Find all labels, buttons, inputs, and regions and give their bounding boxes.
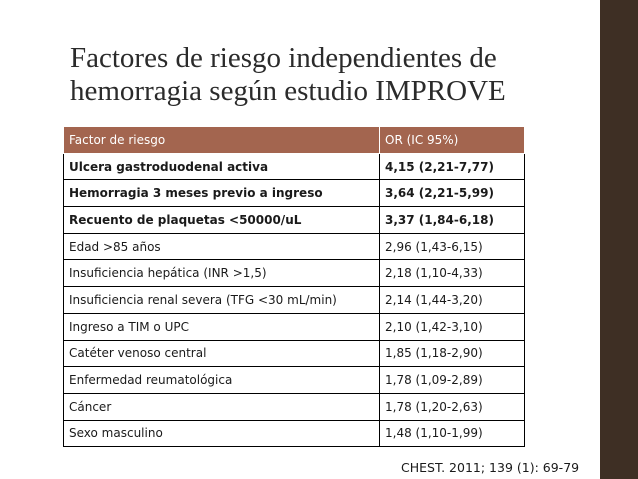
table-row [64, 367, 525, 394]
risk-factor-cell: Recuento de plaquetas <50000/uL [64, 207, 380, 234]
header-factor: Factor de riesgo [64, 127, 380, 154]
citation: CHEST. 2011; 139 (1): 69-79 [401, 460, 580, 475]
table-row [64, 287, 525, 314]
odds-ratio-cell: 1,78 (1,20-2,63) [380, 393, 525, 420]
table-row [64, 313, 525, 340]
table-row [64, 233, 525, 260]
table-row [64, 393, 525, 420]
odds-ratio-cell: 1,78 (1,09-2,89) [380, 367, 525, 394]
table-header-row [64, 127, 525, 154]
risk-factor-cell: Insuficiencia renal severa (TFG <30 mL/min) [64, 287, 380, 314]
odds-ratio-cell: 2,14 (1,44-3,20) [380, 287, 525, 314]
slide-side-bar [600, 0, 638, 479]
risk-factor-cell: Ulcera gastroduodenal activa [64, 153, 380, 180]
odds-ratio-cell: 3,37 (1,84-6,18) [380, 207, 525, 234]
title-line-2: hemorragia según estudio IMPROVE [70, 75, 506, 107]
risk-factor-cell: Hemorragia 3 meses previo a ingreso [64, 180, 380, 207]
odds-ratio-cell: 4,15 (2,21-7,77) [380, 153, 525, 180]
risk-factor-table [63, 126, 525, 447]
odds-ratio-cell: 2,18 (1,10-4,33) [380, 260, 525, 287]
risk-factor-cell: Enfermedad reumatológica [64, 367, 380, 394]
header-or: OR (IC 95%) [380, 127, 525, 154]
odds-ratio-cell: 2,96 (1,43-6,15) [380, 233, 525, 260]
risk-factor-cell: Catéter venoso central [64, 340, 380, 367]
table-row [64, 340, 525, 367]
table-row [64, 420, 525, 447]
risk-factor-cell: Ingreso a TIM o UPC [64, 313, 380, 340]
odds-ratio-cell: 3,64 (2,21-5,99) [380, 180, 525, 207]
risk-factor-cell: Cáncer [64, 393, 380, 420]
risk-factor-cell: Sexo masculino [64, 420, 380, 447]
odds-ratio-cell: 2,10 (1,42-3,10) [380, 313, 525, 340]
table-row [64, 207, 525, 234]
risk-factor-cell: Insuficiencia hepática (INR >1,5) [64, 260, 380, 287]
title-line-1: Factores de riesgo independientes de [70, 42, 497, 74]
table-row [64, 260, 525, 287]
table-row [64, 180, 525, 207]
odds-ratio-cell: 1,85 (1,18-2,90) [380, 340, 525, 367]
odds-ratio-cell: 1,48 (1,10-1,99) [380, 420, 525, 447]
risk-factor-cell: Edad >85 años [64, 233, 380, 260]
table-row [64, 153, 525, 180]
slide-title [70, 42, 590, 108]
